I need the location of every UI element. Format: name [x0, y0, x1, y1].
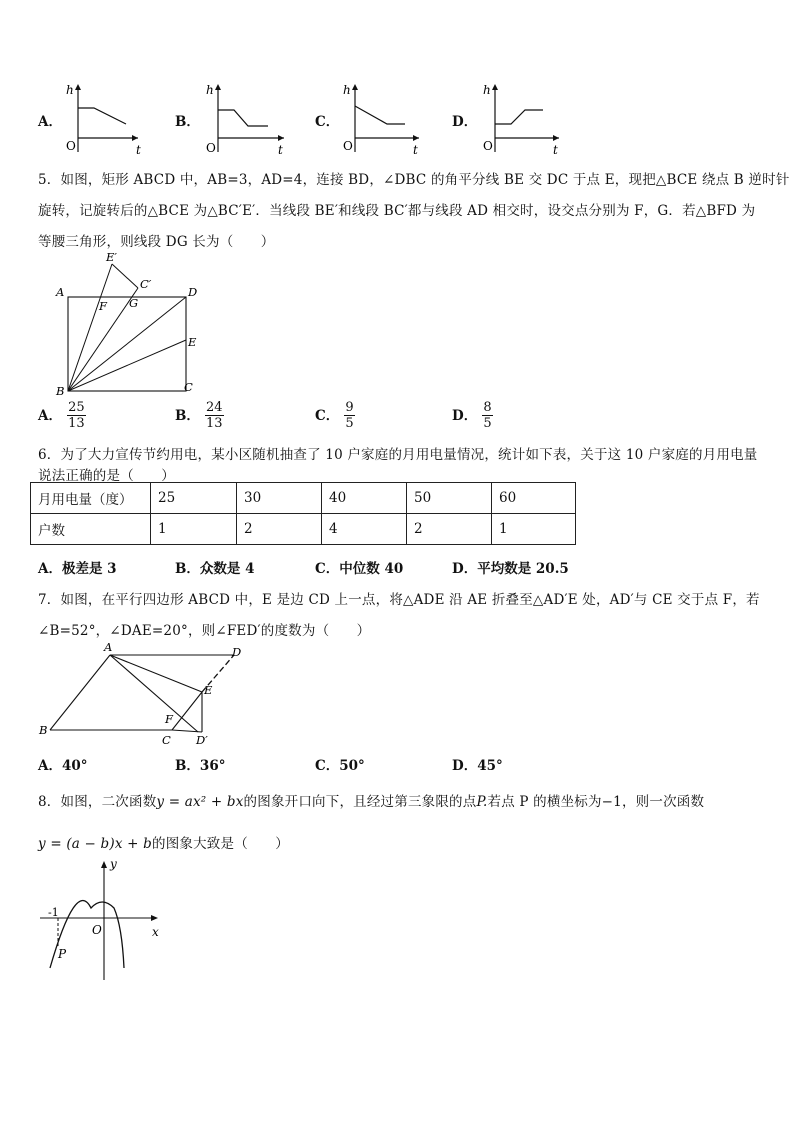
- q8-line-2: y = (a − b)x + b的图象大致是（ ）: [38, 836, 289, 852]
- q5-label-a: A: [56, 285, 65, 299]
- q7-label-e: E: [204, 683, 213, 697]
- q5-label-d: D: [188, 285, 198, 299]
- table-cell: 50: [407, 483, 492, 514]
- q7-figure: [36, 640, 250, 748]
- q5-option-a: A． $\frac{25}{13}$: [38, 400, 85, 431]
- q5-label-b: B: [56, 384, 65, 398]
- q5-figure: [50, 248, 210, 398]
- q8-label-minus1: -1: [48, 906, 59, 919]
- table-cell: 2: [407, 514, 492, 545]
- q8-label-y: y: [110, 857, 117, 871]
- q4-a-h: h: [66, 83, 74, 97]
- q4-a-o: O: [66, 139, 76, 153]
- q7-line-1: 7．如图，在平行四边形 ABCD 中，E 是边 CD 上一点，将△ADE 沿 AE 折叠至△AD′E 处，AD′与 CE 交于点 F，若: [38, 592, 760, 608]
- q6-line-1: 6．为了大力宣传节约用电，某小区随机抽查了 10 户家庭的月用电量情况，统计如下表，关于这 10 户家庭的月用电量: [38, 447, 758, 463]
- table-cell: 25: [151, 483, 237, 514]
- q6-line-2: 说法正确的是（ ）: [38, 468, 175, 484]
- q8-label-o: O: [92, 923, 102, 937]
- table-cell: 月用电量（度）: [31, 483, 151, 514]
- q4-d-h: h: [483, 83, 491, 97]
- q7-line-2: ∠B=52°，∠DAE=20°，则∠FED′的度数为（ ）: [38, 623, 371, 639]
- q7-option-a: A．40°: [38, 758, 88, 774]
- q4-c-o: O: [343, 139, 353, 153]
- q4-b-o: O: [206, 141, 216, 155]
- q4-b-h: h: [206, 83, 214, 97]
- table-cell: 2: [237, 514, 322, 545]
- table-row: [31, 483, 576, 514]
- q6-option-b: B．众数是 4: [175, 561, 255, 577]
- q5-line-2: 旋转，记旋转后的△BCE 为△BC′E′．当线段 BE′和线段 BC′都与线段 AD 相交时，设交点分别为 F，G．若△BFD 为: [38, 203, 756, 219]
- q6-option-d: D．平均数是 20.5: [452, 561, 569, 577]
- q4-option-c-letter: C．: [315, 114, 340, 130]
- table-cell: 30: [237, 483, 322, 514]
- q7-label-c: C: [162, 733, 171, 747]
- q4-graph-d: [475, 80, 567, 160]
- q4-option-a-letter: A．: [38, 114, 62, 130]
- q5-label-c1: C′: [140, 277, 152, 291]
- q4-a-t: t: [136, 143, 141, 157]
- q7-label-b: B: [39, 723, 48, 737]
- q5-label-c: C: [184, 380, 193, 394]
- q7-option-b: B．36°: [175, 758, 226, 774]
- table-row: [31, 514, 576, 545]
- table-cell: 户数: [31, 514, 151, 545]
- table-cell: 1: [492, 514, 576, 545]
- q6-option-a: A．极差是 3: [38, 561, 117, 577]
- q7-option-c: C．50°: [315, 758, 365, 774]
- q4-graph-c: [335, 80, 427, 160]
- q8-line-1: 8．如图，二次函数y = ax² + bx的图象开口向下，且经过第三象限的点P.若点 P 的横坐标为−1，则一次函数: [38, 794, 705, 810]
- q8-formula-linear: y = (a − b)x + b: [38, 836, 152, 852]
- q5-option-c: C． $\frac{9}{5}$: [315, 400, 354, 431]
- q4-option-d-letter: D．: [452, 114, 478, 130]
- q4-d-t: t: [553, 143, 558, 157]
- q4-c-h: h: [343, 83, 351, 97]
- q4-graph-a: [58, 80, 150, 160]
- q7-option-d: D．45°: [452, 758, 503, 774]
- q5-label-g: G: [129, 296, 139, 310]
- table-cell: 40: [322, 483, 407, 514]
- q5-label-e1: E′: [106, 250, 118, 264]
- q5-option-d: D． $\frac{8}{5}$: [452, 400, 492, 431]
- q4-option-b-letter: B．: [175, 114, 200, 130]
- table-cell: 1: [151, 514, 237, 545]
- q7-label-a: A: [104, 640, 113, 654]
- q4-c-t: t: [413, 143, 418, 157]
- q8-label-p: P: [58, 947, 67, 961]
- q7-label-f: F: [165, 712, 173, 726]
- q5-label-f: F: [99, 299, 107, 313]
- q5-line-3: 等腰三角形，则线段 DG 长为（ ）: [38, 234, 275, 250]
- table-cell: 4: [322, 514, 407, 545]
- q5-option-b: B． $\frac{24}{13}$: [175, 400, 223, 431]
- q8-formula-quadratic: y = ax² + bx: [156, 794, 244, 810]
- q5-line-1: 5．如图，矩形 ABCD 中，AB=3，AD=4，连接 BD，∠DBC 的角平分线 BE 交 DC 于点 E，现把△BCE 绕点 B 逆时针: [38, 172, 790, 188]
- q8-figure: [36, 856, 176, 988]
- table-cell: 60: [492, 483, 576, 514]
- q4-d-o: O: [483, 139, 493, 153]
- q4-graph-b: [198, 80, 290, 160]
- q4-b-t: t: [278, 143, 283, 157]
- q6-table: [30, 482, 576, 545]
- q8-label-x: x: [152, 925, 159, 939]
- q5-label-e: E: [188, 335, 197, 349]
- q6-option-c: C．中位数 40: [315, 561, 404, 577]
- q7-label-d1: D′: [196, 733, 208, 747]
- q7-label-d: D: [232, 645, 242, 659]
